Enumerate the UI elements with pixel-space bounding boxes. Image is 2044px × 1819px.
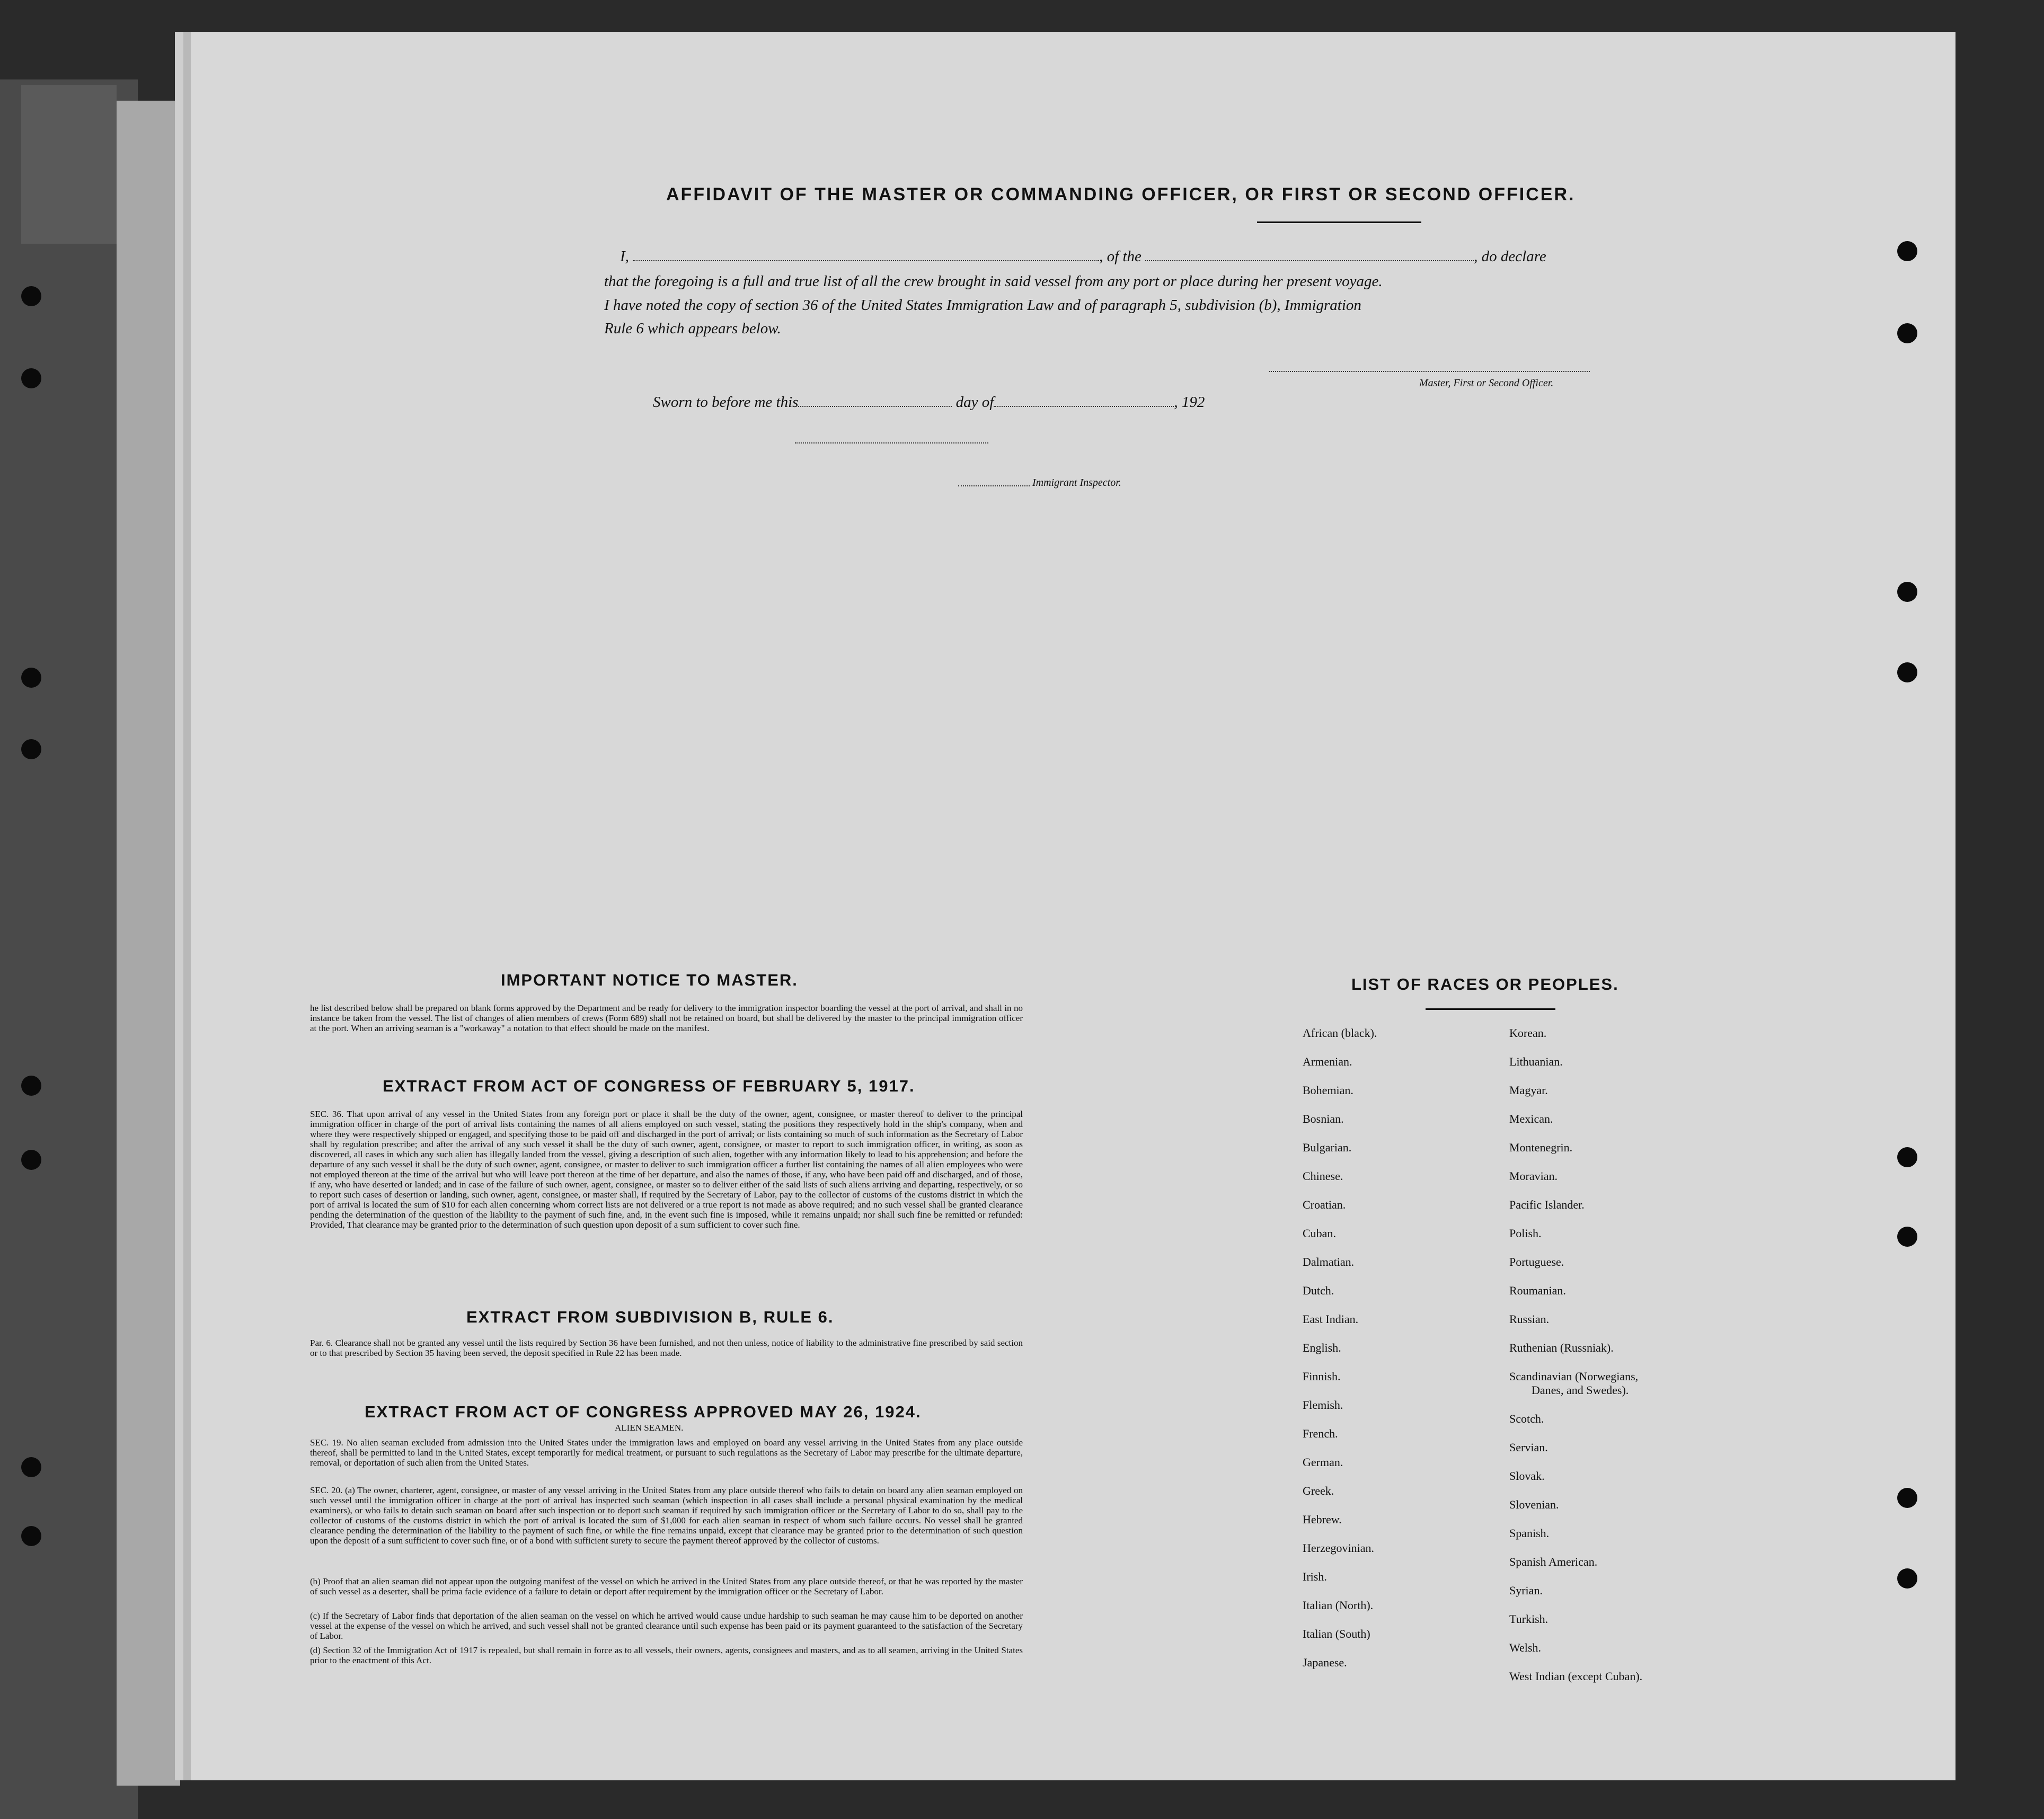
race-item: Portuguese. (1509, 1255, 1564, 1268)
affidavit-line-1 (620, 248, 1606, 265)
race-item: Ruthenian (Russniak). (1509, 1341, 1614, 1354)
binder-hole (1897, 241, 1917, 261)
binder-hole (21, 1076, 41, 1096)
extract-1924-title: EXTRACT FROM ACT OF CONGRESS APPROVED MAY 26, 1924. (365, 1403, 922, 1421)
affidavit-of-the: , of the (1099, 248, 1142, 265)
race-item: Dalmatian. (1303, 1255, 1355, 1268)
race-item: English. (1303, 1341, 1341, 1354)
race-item: Cuban. (1303, 1227, 1336, 1240)
extract-1917-title: EXTRACT FROM ACT OF CONGRESS OF FEBRUARY 5, 1917. (383, 1077, 915, 1095)
title-rule (1257, 221, 1421, 223)
affidavit-line-2: that the foregoing is a full and true list of all the crew brought in said vessel from any port or place during her present voyage. (604, 273, 1383, 290)
extract-1924-sec20b: (b) Proof that an alien seaman did not appear upon the outgoing manifest of the vessel on which he arrived in the United States from any place outside thereof, or that he was reported by the master of such vessel as a deserter, shall be prima facie evidence of a failure to detain or deport after requirement by the immigration officer or the Secretary of Labor. (310, 1576, 1023, 1596)
vessel-name-field[interactable] (1145, 260, 1474, 261)
race-item: Herzegovinian. (1303, 1541, 1374, 1555)
sworn-line (653, 394, 1205, 411)
race-item: Servian. (1509, 1441, 1548, 1454)
race-item: Spanish American. (1509, 1555, 1598, 1568)
binder-hole (21, 739, 41, 759)
race-item: Irish. (1303, 1570, 1327, 1583)
sworn-year: , 192 (1174, 394, 1205, 411)
binder-hole (21, 1526, 41, 1546)
extract-1924-subtitle: ALIEN SEAMEN. (615, 1423, 684, 1433)
binder-hole (21, 368, 41, 388)
race-item: Lithuanian. (1509, 1055, 1563, 1068)
race-item: Korean. (1509, 1026, 1547, 1040)
extract-1924-sec20d: (d) Section 32 of the Immigration Act of 1917 is repealed, but shall remain in force as to all vessels, their owners, agents, consignees and masters, and as to all seamen, arriving in the United States prior to the enactment of this Act. (310, 1645, 1023, 1665)
binder-hole (1897, 662, 1917, 682)
race-item: Slovenian. (1509, 1498, 1559, 1511)
extract-rule6-title: EXTRACT FROM SUBDIVISION B, RULE 6. (466, 1308, 834, 1326)
affidavit-i: I, (620, 248, 629, 265)
extract-1924-sec20a: SEC. 20. (a) The owner, charterer, agent, consignee, or master of any vessel arriving in the United States from any place outside thereof who fails to detain on board any alien seaman employed on such vessel until the immigration officer in charge at the port of arrival has inspected such seaman (which inspection in all cases shall include a personal physical examination by the medical examiners), or who fails to detain such seaman on board after such inspection or to deport such seaman if required by such immigration officer or the Secretary of Labor to do so, shall pay to the collector of customs of the customs district in which the port of arrival is located the sum of $1,000 for each alien seaman in respect of whom such failure occurs. No vessel shall be granted clearance pending the determination of the liability to the payment of such fine, or while the fine remains unpaid, except that clearance may be granted prior to the determination of such question upon the deposit of a sum sufficient to cover such fine, or of a bond with sufficient surety to secure the payment thereof approved by the collector of customs. (310, 1485, 1023, 1546)
index-tab (21, 85, 117, 244)
affidavit-title: AFFIDAVIT OF THE MASTER OR COMMANDING OFFICER, OR FIRST OR SECOND OFFICER. (666, 184, 1576, 205)
race-item: German. (1303, 1456, 1343, 1469)
race-item: Finnish. (1303, 1370, 1341, 1383)
race-item: Slovak. (1509, 1469, 1545, 1483)
inspector-signature-line[interactable] (795, 442, 988, 443)
binder-hole (21, 1457, 41, 1477)
race-item: Scandinavian (Norwegians, (1509, 1370, 1639, 1383)
race-item: French. (1303, 1427, 1338, 1440)
race-item: Turkish. (1509, 1612, 1549, 1626)
races-title: LIST OF RACES OR PEOPLES. (1351, 975, 1619, 993)
extract-1917-text: SEC. 36. That upon arrival of any vessel in the United States from any foreign port or place it shall be the duty of the owner, agent, consignee, or master thereof to deliver to the principal immigration officer in charge of the port of arrival lists containing the names of all aliens employed on such vessel, stating the positions they respectively hold in the ship's company, when and where they were respectively shipped or engaged, and specifying those to be paid off and discharged in the port of arrival; or lists containing so much of such information as the Secretary of Labor shall by regulation prescribe; and after the arrival of any such vessel it shall be the duty of such owner, agent, consignee, or master to report to such immigration officer, in writing, as soon as discovered, all cases in which any such alien has illegally landed from the vessel, giving a description of such alien, together with any information likely to lead to his apprehension; and before the departure of any such vessel it shall be the duty of such owner, agent, consignee, or master to deliver to such immigration officer a further list containing the names of all alien employees who were not employed thereon at the time of the arrival but who will leave port thereon at the time of her departure, and also the names of those, if any, who have been paid off and discharged, and of those, if any, who have deserted or landed; and in case of the failure of such owner, agent, consignee, or master so to deliver either of the said lists of such aliens arriving and departing, respectively, or so to report such cases of desertion or landing, such owner, agent, consignee, or master shall, if required by the Secretary of Labor, pay to the collector of customs of the customs district in which the port of arrival is located the sum of $10 for each alien concerning whom correct lists are not delivered or a true report is not made as above required; and no such vessel shall be granted clearance pending the determination of the question of the liability to the payment of such fine, and, in the event such fine is imposed, while it remains unpaid; nor shall such fine be remitted or refunded: Provided, That clearance may be granted prior to the determination of such question upon deposit of a sum sufficient to cover such fine. (310, 1109, 1023, 1230)
race-item: Italian (South) (1303, 1627, 1370, 1640)
affidavit-line-3: I have noted the copy of section 36 of the United States Immigration Law and of paragraph 5, subdivision (b), Immigration (604, 297, 1361, 314)
race-item: Chinese. (1303, 1169, 1343, 1183)
inspector-caption: Immigrant Inspector. (1032, 477, 1121, 489)
race-item: Moravian. (1509, 1169, 1558, 1183)
binder-hole (21, 286, 41, 306)
race-item: Welsh. (1509, 1641, 1541, 1654)
extract-1924-sec20c: (c) If the Secretary of Labor finds that deportation of the alien seaman on the vessel on which he arrived would cause undue hardship to such seaman he may cause him to be deported on another vessel at the expense of the vessel on which he arrived, and such vessel shall not be granted clearance until such expense has been paid or its payment guaranteed to the satisfaction of the Secretary of Labor. (310, 1611, 1023, 1641)
extract-rule6-text: Par. 6. Clearance shall not be granted any vessel until the lists required by Section 36 have been furnished, and not then unless, notice of liability to the administrative fine prescribed by said section or to that prescribed by Section 35 having been served, the deposit specified in Rule 22 has been made. (310, 1338, 1023, 1358)
binder-hole (1897, 1227, 1917, 1247)
master-signature-caption: Master, First or Second Officer. (1419, 377, 1554, 389)
affidavit-declare: , do declare (1474, 248, 1546, 265)
races-title-rule (1426, 1008, 1555, 1010)
sworn-prefix: Sworn to before me this (653, 394, 799, 411)
race-item: Dutch. (1303, 1284, 1334, 1297)
race-item: Polish. (1509, 1227, 1542, 1240)
extract-1924-sec19: SEC. 19. No alien seaman excluded from admission into the United States under the immigration laws and employed on board any vessel arriving in the United States from any place outside thereof, shall be permitted to land in the United States, except temporarily for medical treatment, or pursuant to such regulations as the Secretary of Labor may prescribe for the ultimate departure, removal, or deportation of such alien from the United States. (310, 1438, 1023, 1468)
race-item: Scotch. (1509, 1412, 1544, 1425)
race-item: Bulgarian. (1303, 1141, 1352, 1154)
race-item: Pacific Islander. (1509, 1198, 1585, 1211)
notice-title: IMPORTANT NOTICE TO MASTER. (501, 971, 798, 989)
binder-hole (1897, 1568, 1917, 1589)
sworn-day-field[interactable] (798, 405, 952, 407)
affidavit-line-4: Rule 6 which appears below. (604, 320, 781, 337)
race-item: Spanish. (1509, 1527, 1550, 1540)
race-item: Armenian. (1303, 1055, 1352, 1068)
race-item: Russian. (1509, 1312, 1550, 1326)
race-item: Croatian. (1303, 1198, 1346, 1211)
race-item: Greek. (1303, 1484, 1334, 1497)
binder-hole (1897, 582, 1917, 602)
race-item: Syrian. (1509, 1584, 1543, 1597)
race-item: East Indian. (1303, 1312, 1359, 1326)
race-item: Bosnian. (1303, 1112, 1344, 1125)
sworn-day-of: day of (955, 394, 994, 411)
binder-hole (1897, 1147, 1917, 1167)
race-item: Japanese. (1303, 1656, 1347, 1669)
race-item: Bohemian. (1303, 1084, 1353, 1097)
binder-hole (21, 1150, 41, 1170)
binder-hole (1897, 323, 1917, 343)
sworn-month-field[interactable] (994, 405, 1174, 407)
race-item: Roumanian. (1509, 1284, 1566, 1297)
race-item: Magyar. (1509, 1084, 1548, 1097)
race-item: Hebrew. (1303, 1513, 1342, 1526)
binder-hole (1897, 1488, 1917, 1508)
inspector-name-line[interactable] (958, 485, 1030, 486)
under-page-edge (117, 101, 180, 1786)
race-item: West Indian (except Cuban). (1509, 1670, 1643, 1683)
master-signature-line[interactable] (1269, 371, 1590, 372)
binder-hole (21, 668, 41, 688)
notice-text: he list described below shall be prepared on blank forms approved by the Department and be ready for delivery to the immigration inspector boarding the vessel at the port of arrival, and shall in no instance be taken from the vessel. The list of changes of alien members of crews (Form 689) shall not be retained on board, but shall be delivered by the master to the principal immigration officer at the port. When an arriving seaman is a "workaway" a notation to that effect should be made on the manifest. (310, 1003, 1023, 1033)
race-item: Mexican. (1509, 1112, 1553, 1125)
race-item: Italian (North). (1303, 1599, 1374, 1612)
race-item: Flemish. (1303, 1398, 1343, 1412)
race-item: Danes, and Swedes). (1532, 1383, 1629, 1397)
race-item: Montenegrin. (1509, 1141, 1573, 1154)
master-name-field[interactable] (633, 260, 1099, 261)
race-item: African (black). (1303, 1026, 1377, 1040)
